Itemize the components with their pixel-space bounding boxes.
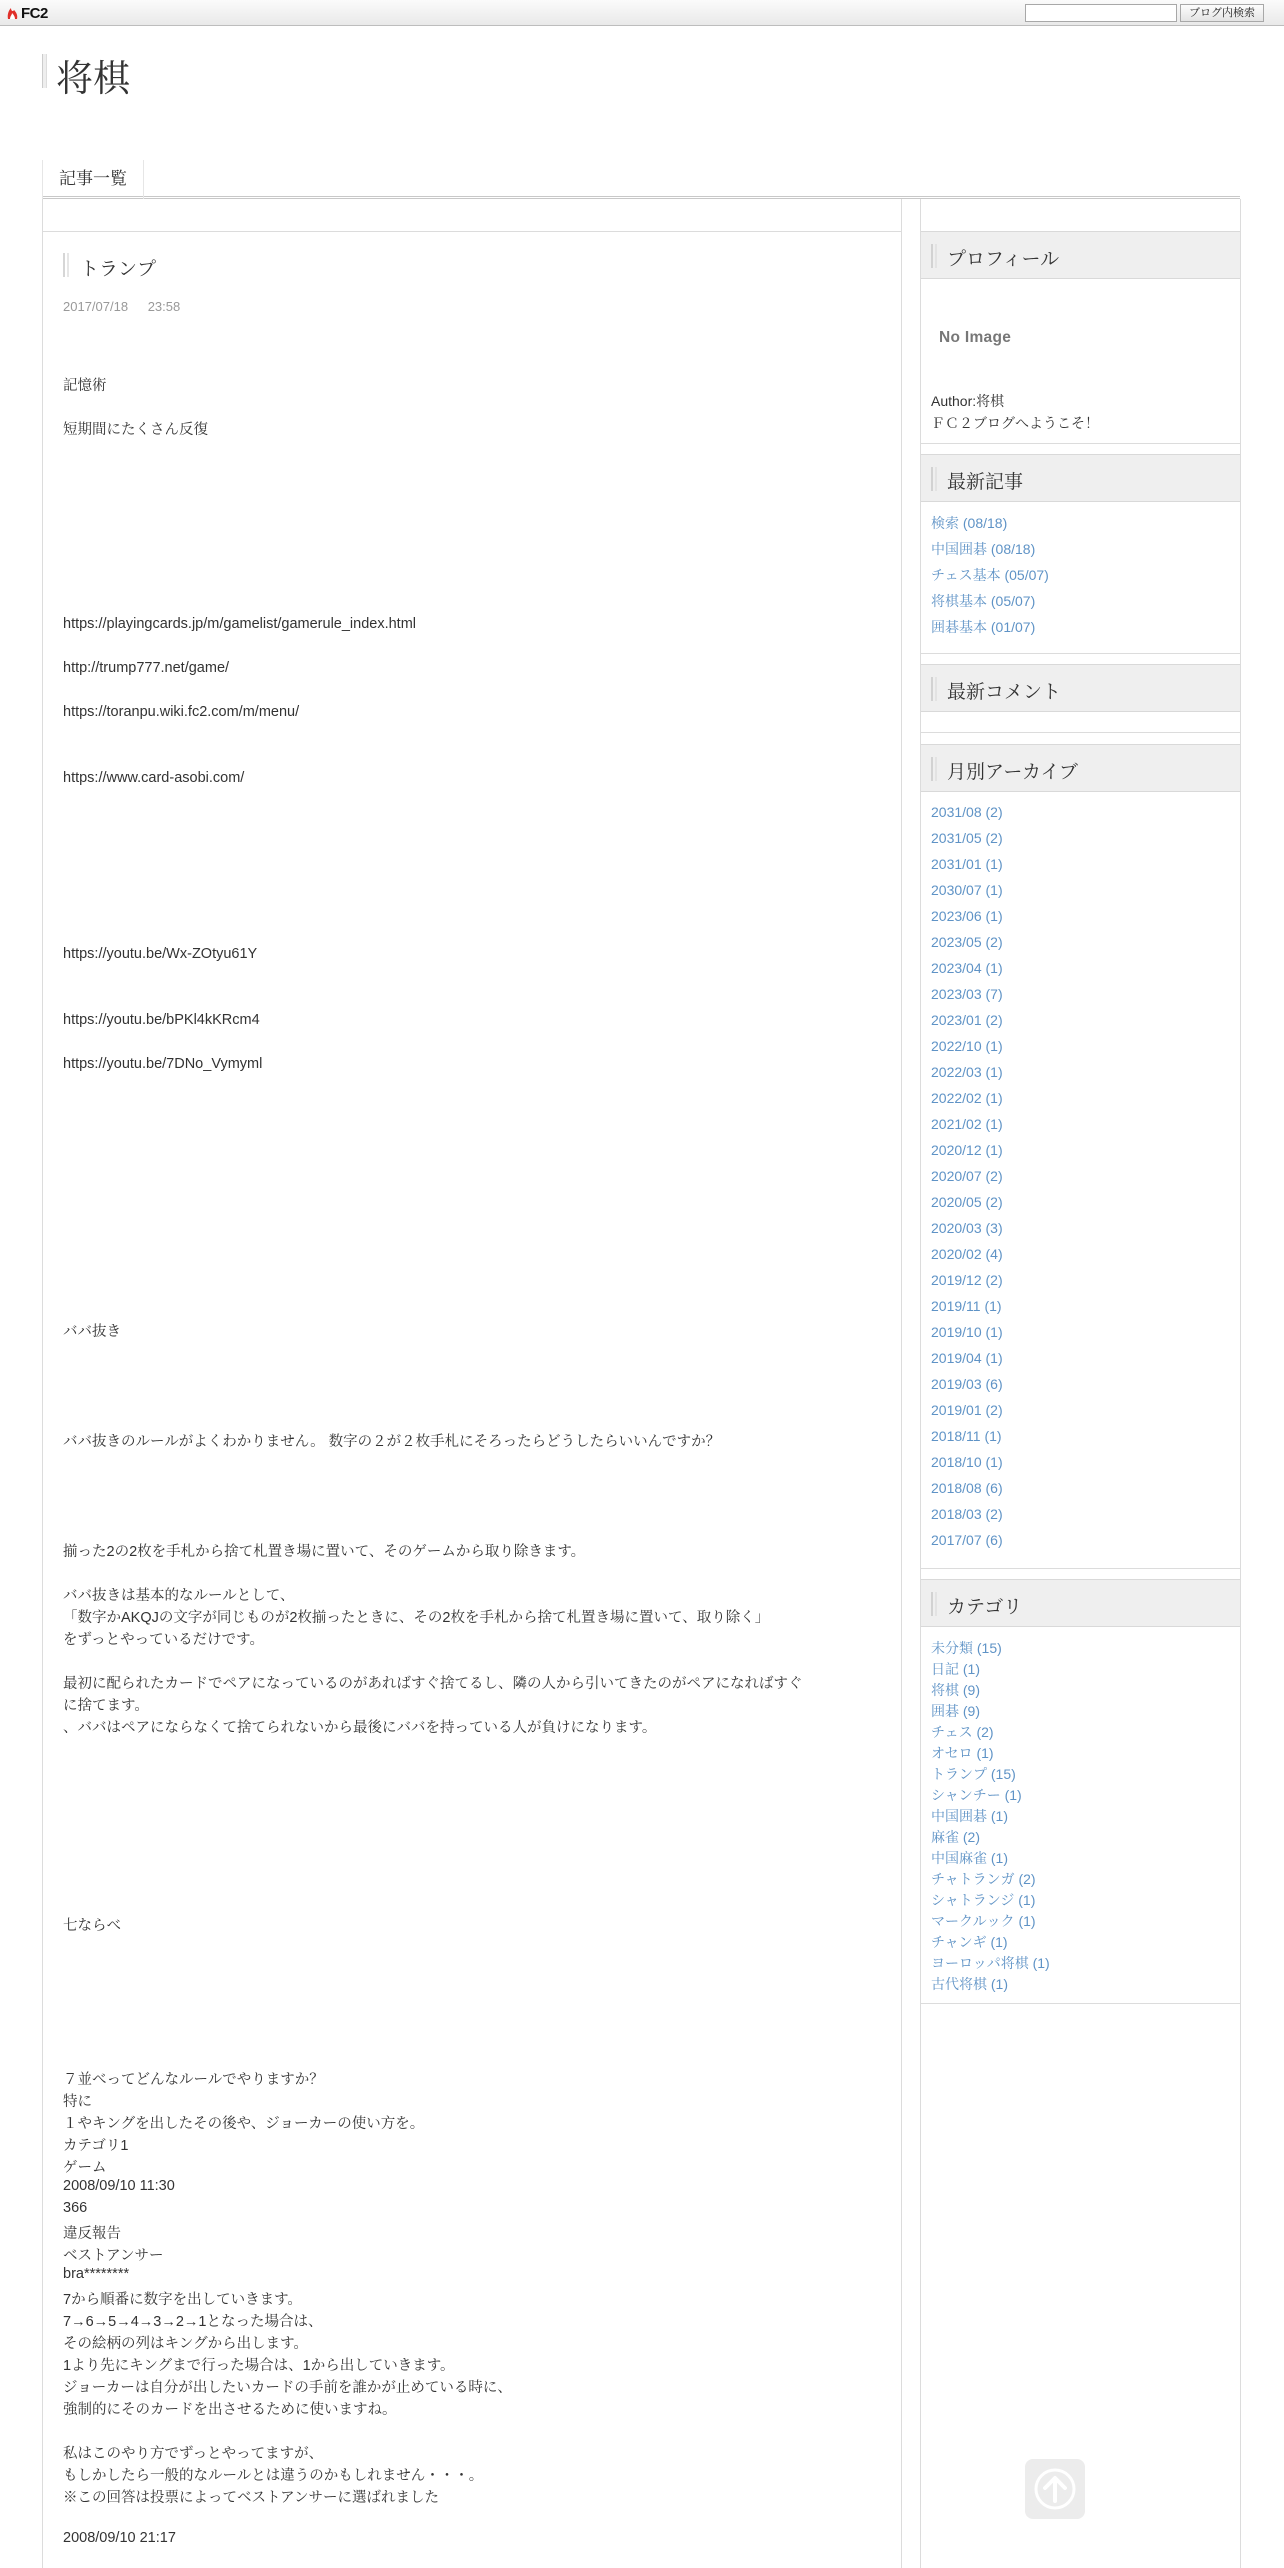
entry-line: ※この回答は投票によってベストアンサーに選ばれました xyxy=(63,2490,439,2506)
box-divider xyxy=(921,732,1240,733)
category-link[interactable]: 古代将棋 (1) xyxy=(931,1976,1008,1992)
archive-link[interactable]: 2018/03 (2) xyxy=(931,1506,1003,1522)
category-link[interactable]: 日記 (1) xyxy=(931,1661,980,1677)
title-decoration xyxy=(42,54,47,88)
archive-link[interactable]: 2021/02 (1) xyxy=(931,1116,1003,1132)
recent-post-link[interactable]: 中国囲碁 (08/18) xyxy=(931,541,1036,557)
entry-line: に捨てます。 xyxy=(63,1698,149,1714)
archive-link[interactable]: 2020/05 (2) xyxy=(931,1194,1003,1210)
archive-link[interactable]: 2019/03 (6) xyxy=(931,1376,1003,1392)
archive-link[interactable]: 2018/11 (1) xyxy=(931,1428,1002,1444)
heading-decoration xyxy=(931,467,937,491)
archive-link[interactable]: 2020/07 (2) xyxy=(931,1168,1003,1184)
category-link[interactable]: オセロ (1) xyxy=(931,1745,994,1761)
entry-line: 366 xyxy=(63,2200,88,2216)
archive-link[interactable]: 2019/10 (1) xyxy=(931,1324,1003,1340)
main-column xyxy=(42,199,902,2568)
entry-line: もしかしたら一般的なルールとは違うのかもしれません・・・。 xyxy=(63,2468,484,2484)
entry-line: ババ抜きは基本的なルールとして、 xyxy=(63,1588,295,1604)
profile-welcome: ＦＣ２ブログへようこそ！ xyxy=(931,415,1099,431)
entry-link[interactable]: https://playingcards.jp/m/gamelist/gamerule_index.html xyxy=(63,616,416,632)
category-link[interactable]: 中国麻雀 (1) xyxy=(931,1850,1008,1866)
fc2-logo[interactable] xyxy=(6,4,48,22)
sidebar xyxy=(920,199,1241,2568)
archive-link[interactable]: 2018/10 (1) xyxy=(931,1454,1003,1470)
categories-heading: カテゴリ xyxy=(947,1597,1023,1618)
box-divider xyxy=(921,653,1240,654)
box-divider xyxy=(921,2003,1240,2004)
category-link[interactable]: シャンチー (1) xyxy=(931,1787,1022,1803)
blog-search-input[interactable] xyxy=(1025,4,1177,22)
archive-link[interactable]: 2031/05 (2) xyxy=(931,830,1003,846)
archive-link[interactable]: 2020/12 (1) xyxy=(931,1142,1003,1158)
entry-line: ババ抜きのルールがよくわかりません。 数字の２が２枚手札にそろったらどうしたらいいんですか？ xyxy=(63,1434,721,1450)
archive-link[interactable]: 2019/01 (2) xyxy=(931,1402,1003,1418)
category-link[interactable]: チェス (2) xyxy=(931,1724,994,1740)
entry-date-time: 23:58 xyxy=(147,299,181,314)
entry-date-day: 2017/07/18 xyxy=(63,299,129,314)
archive-link[interactable]: 2023/04 (1) xyxy=(931,960,1003,976)
entry-line: ババ抜き xyxy=(63,1324,121,1340)
heading-decoration xyxy=(931,244,937,268)
entry-link[interactable]: https://youtu.be/Wx-ZOtyu61Y xyxy=(63,946,258,962)
category-link[interactable]: チャトランガ (2) xyxy=(931,1871,1036,1887)
categories-heading-box xyxy=(921,1579,1240,1627)
entry-title-decoration xyxy=(63,253,69,277)
profile-heading: プロフィール xyxy=(947,249,1060,270)
entry-line: 7→6→5→4→3→2→1となった場合は、 xyxy=(63,2314,323,2330)
category-link[interactable]: 未分類 (15) xyxy=(931,1640,1002,1656)
entry-line: ベストアンサー xyxy=(63,2248,164,2264)
archive-link[interactable]: 2031/01 (1) xyxy=(931,856,1003,872)
entry-line: その絵柄の列はキングから出します。 xyxy=(63,2336,308,2352)
recent-post-link[interactable]: チェス基本 (05/07) xyxy=(931,567,1049,583)
heading-decoration xyxy=(931,757,937,781)
archive-link[interactable]: 2023/03 (7) xyxy=(931,986,1003,1002)
archive-link[interactable]: 2018/08 (6) xyxy=(931,1480,1003,1496)
recent-posts-heading-box xyxy=(921,454,1240,502)
entry-line: 2008/09/10 11:30 xyxy=(63,2178,175,2194)
profile-image: No Image xyxy=(939,329,1012,346)
archive-link[interactable]: 2020/03 (3) xyxy=(931,1220,1003,1236)
entry-line: 2008/09/10 21:17 xyxy=(63,2530,176,2546)
recent-post-link[interactable]: 囲碁基本 (01/07) xyxy=(931,619,1036,635)
entry-line: bra******** xyxy=(63,2266,130,2282)
archive-link[interactable]: 2030/07 (1) xyxy=(931,882,1003,898)
category-link[interactable]: 麻雀 (2) xyxy=(931,1829,980,1845)
entry-line: をずっとやっているだけです。 xyxy=(63,1632,264,1648)
main-divider xyxy=(43,231,901,232)
entry-link[interactable]: https://toranpu.wiki.fc2.com/m/menu/ xyxy=(63,704,300,720)
archive-link[interactable]: 2019/04 (1) xyxy=(931,1350,1003,1366)
archive-link[interactable]: 2022/02 (1) xyxy=(931,1090,1003,1106)
entry-link[interactable]: http://trump777.net/game/ xyxy=(63,660,230,676)
entry-line: 特に xyxy=(63,2094,92,2110)
heading-decoration xyxy=(931,1592,937,1616)
entry-line: 違反報告 xyxy=(63,2226,121,2242)
entry-line: ジョーカーは自分が出したいカードの手前を誰かが止めている時に、 xyxy=(63,2380,512,2396)
profile-heading-box xyxy=(921,231,1240,279)
archive-link[interactable]: 2020/02 (4) xyxy=(931,1246,1003,1262)
entry-line: 、ババはペアにならなくて捨てられないから最後にババを持っている人が負けになります。 xyxy=(63,1720,657,1736)
entry-line: 七ならべ xyxy=(63,1918,121,1934)
site-title[interactable]: 将棋 xyxy=(56,57,130,100)
fc2-logo-text: FC2 xyxy=(21,4,48,22)
entry-line: ゲーム xyxy=(63,2160,107,2176)
entry-link[interactable]: https://www.card-asobi.com/ xyxy=(63,770,245,786)
category-link[interactable]: シャトランジ (1) xyxy=(931,1892,1036,1908)
entry-line: 最初に配られたカードでペアになっているのがあればすぐ捨てるし、隣の人から引いてきたのがペアになればすぐ xyxy=(63,1676,803,1692)
archives-heading-box xyxy=(921,744,1240,792)
recent-comments-heading-box xyxy=(921,664,1240,712)
archive-link[interactable]: 2023/06 (1) xyxy=(931,908,1003,924)
entry-date xyxy=(63,299,196,314)
fc2-toolbar xyxy=(0,0,1284,26)
entry-line: カテゴリ1 xyxy=(63,2138,129,2154)
recent-post-link[interactable]: 将棋基本 (05/07) xyxy=(931,593,1036,609)
entry-line: 私はこのやり方でずっとやってますが、 xyxy=(63,2446,324,2462)
box-divider xyxy=(921,443,1240,444)
archive-link[interactable]: 2017/07 (6) xyxy=(931,1532,1003,1548)
archive-link[interactable]: 2023/05 (2) xyxy=(931,934,1003,950)
archive-link[interactable]: 2031/08 (2) xyxy=(931,804,1003,820)
recent-posts-heading: 最新記事 xyxy=(947,472,1024,493)
recent-post-link[interactable]: 検索 (08/18) xyxy=(931,515,1008,531)
entry-line: 「数字かAKQJの文字が同じものが2枚揃ったときに、その2枚を手札から捨て札置き場に置いて、取り除く」 xyxy=(63,1610,770,1626)
blog-search-button[interactable]: ブログ内検索 xyxy=(1180,4,1264,22)
category-link[interactable]: 中国囲碁 (1) xyxy=(931,1808,1008,1824)
heading-decoration xyxy=(931,677,937,701)
entry-line: 記憶術 xyxy=(63,378,107,394)
entry-line: 強制的にそのカードを出させるために使いますね。 xyxy=(63,2402,397,2418)
archive-link[interactable]: 2022/10 (1) xyxy=(931,1038,1003,1054)
entry-line: 1より先にキングまで行った場合は、1から出していきます。 xyxy=(63,2358,455,2374)
entry-line: ７並べってどんなルールでやりますか？ xyxy=(63,2072,324,2088)
arrow-up-icon xyxy=(1025,2459,1085,2519)
category-link[interactable]: マークルック (1) xyxy=(931,1913,1036,1929)
entry-line: １やキングを出したその後や、ジョーカーの使い方を。 xyxy=(63,2116,425,2132)
nav-item-article-list[interactable]: 記事一覧 xyxy=(42,160,144,199)
category-link[interactable]: ヨーロッパ将棋 (1) xyxy=(931,1955,1050,1971)
entry-line: 揃った2の2枚を手札から捨て札置き場に置いて、そのゲームから取り除きます。 xyxy=(63,1544,586,1560)
fc2-logo-icon xyxy=(6,6,19,20)
category-link[interactable]: チャンギ (1) xyxy=(931,1934,1008,1950)
entry-line: 7から順番に数字を出していきます。 xyxy=(63,2292,302,2308)
archive-link[interactable]: 2019/11 (1) xyxy=(931,1298,1002,1314)
archive-link[interactable]: 2019/12 (2) xyxy=(931,1272,1003,1288)
entry-title[interactable]: トランプ xyxy=(80,259,157,280)
entry-link[interactable]: https://youtu.be/7DNo_Vymyml xyxy=(63,1056,263,1072)
entry-line: 短期間にたくさん反復 xyxy=(63,422,208,438)
nav-bar xyxy=(42,157,1240,199)
box-divider xyxy=(921,1568,1240,1569)
archive-link[interactable]: 2023/01 (2) xyxy=(931,1012,1003,1028)
archive-link[interactable]: 2022/03 (1) xyxy=(931,1064,1003,1080)
profile-author: Author:将棋 xyxy=(931,393,1005,409)
category-link[interactable]: トランプ (15) xyxy=(931,1766,1016,1782)
entry-link[interactable]: https://youtu.be/bPKl4kKRcm4 xyxy=(63,1012,260,1028)
recent-comments-heading: 最新コメント xyxy=(947,682,1062,703)
category-link[interactable]: 将棋 (9) xyxy=(931,1682,980,1698)
category-link[interactable]: 囲碁 (9) xyxy=(931,1703,980,1719)
back-to-top-button[interactable] xyxy=(1025,2459,1085,2519)
archives-heading: 月別アーカイブ xyxy=(947,762,1078,783)
